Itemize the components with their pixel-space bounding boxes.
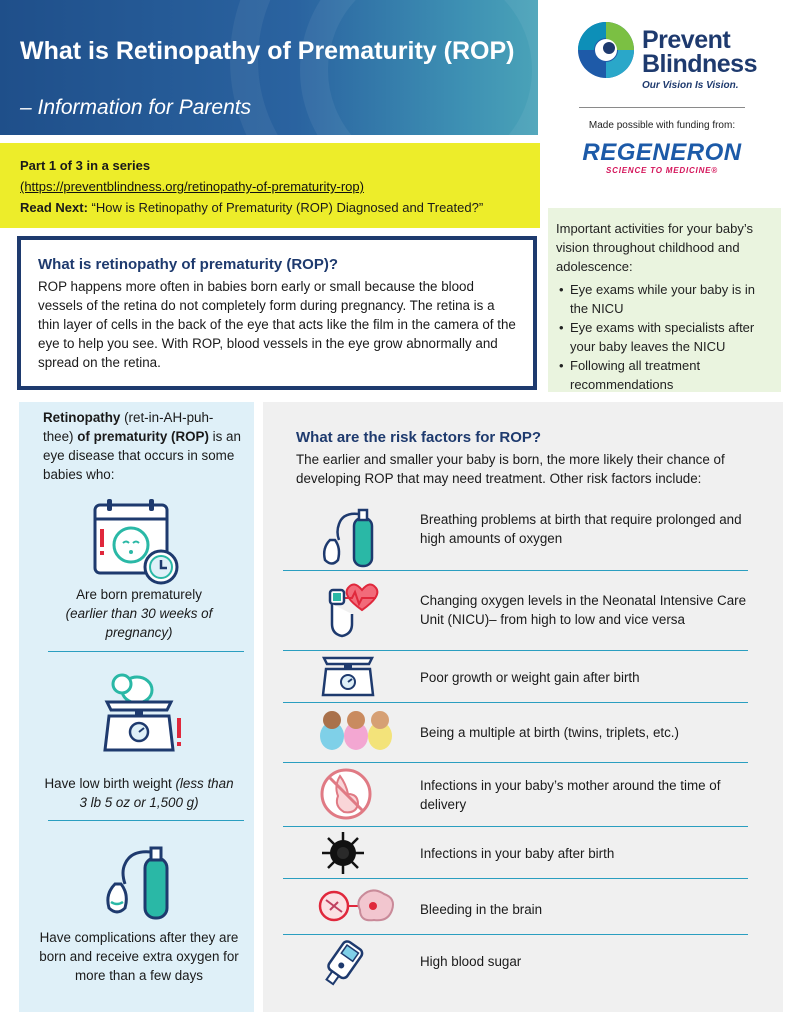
what-is-body: ROP happens more often in babies born early or small because the blood vessels of the retina do not completely form during pregnancy. The retina is a thin layer of cells in the back of the eye that acts like the film in the camera of the eye to help you see. With ROP, blood vessels in the eye grow abnormally and spread on the retina. — [38, 279, 516, 370]
virus-icon — [318, 830, 368, 876]
sponsor-logo: REGENERON — [582, 139, 742, 166]
intro-term: Retinopathy — [43, 410, 121, 425]
series-part: Part 1 of 3 in a series — [20, 158, 151, 173]
divider — [283, 762, 748, 763]
left-item-note: (earlier than 30 weeks of pregnancy) — [65, 606, 213, 640]
risk-text: Breathing problems at birth that require prolonged and high amounts of oxygen — [420, 512, 742, 546]
risk-text: High blood sugar — [420, 954, 522, 969]
pregnancy-no-icon — [318, 766, 374, 822]
divider — [579, 107, 745, 108]
left-item-text: Are born prematurely — [76, 587, 202, 602]
left-item-text: Have complications after they are born and receive extra oxygen for more than a few days — [39, 930, 239, 983]
risk-text: Being a multiple at birth (twins, triplets, etc.) — [420, 725, 679, 740]
logo-name-line2: Blindness — [642, 50, 757, 78]
left-item-oxygen — [39, 928, 239, 985]
what-is-heading: What is retinopathy of prematurity (ROP)? — [38, 256, 339, 273]
right-column — [263, 402, 783, 1012]
divider — [283, 570, 748, 571]
list-item: • Eye exams while your baby is in the NICU — [556, 280, 773, 318]
left-item-text: Have low birth weight — [44, 776, 176, 791]
activities-intro: Important activities for your baby’s vision throughout childhood and adolescence: — [556, 221, 754, 274]
page-title: What is Retinopathy of Prematurity (ROP) — [20, 37, 515, 65]
risk-text: Poor growth or weight gain after birth — [420, 670, 640, 685]
oxygen-mask-icon — [101, 844, 181, 926]
pulse-oximeter-icon — [318, 580, 384, 642]
activities-list — [556, 280, 773, 394]
what-is-rop-box — [17, 236, 537, 390]
sponsor-tagline: SCIENCE TO MEDICINE® — [606, 166, 718, 175]
risk-lead: The earlier and smaller your baby is born, the more likely their chance of developing ROP that may need treatment. Other risk factors include: — [296, 452, 725, 486]
divider — [283, 650, 748, 651]
read-next-label: Read Next: — [20, 200, 88, 215]
logo-name-line1: Prevent — [642, 26, 731, 54]
page-subtitle: – Information for Parents — [20, 96, 252, 119]
left-item-low-weight — [39, 774, 239, 812]
header-banner — [0, 0, 538, 135]
divider — [283, 826, 748, 827]
funding-note: Made possible with funding from: — [588, 120, 736, 131]
risk-heading: What are the risk factors for ROP? — [296, 429, 542, 446]
divider — [48, 820, 244, 821]
list-item: • Eye exams with specialists after your baby leaves the NICU — [556, 318, 773, 356]
brain-bleed-icon — [318, 886, 398, 928]
risk-text: Changing oxygen levels in the Neonatal Intensive Care Unit (NICU)– from high to low and vice versa — [420, 593, 747, 627]
left-intro — [43, 408, 243, 484]
left-item-premature — [39, 585, 239, 642]
divider — [283, 934, 748, 935]
decor-ring — [300, 0, 538, 135]
logo-tagline: Our Vision Is Vision. — [642, 80, 739, 91]
series-link[interactable]: (https://preventblindness.org/retinopathy-of-prematurity-rop) — [20, 179, 364, 194]
left-column — [19, 402, 254, 1012]
glucose-meter-icon — [318, 938, 368, 988]
divider — [283, 702, 748, 703]
oxygen-tank-icon — [318, 508, 382, 570]
series-bar — [0, 143, 540, 228]
activities-box — [548, 208, 781, 392]
read-next-title: “How is Retinopathy of Prematurity (ROP) Diagnosed and Treated?” — [91, 200, 484, 215]
risk-text: Infections in your baby after birth — [420, 846, 615, 861]
risk-text: Infections in your baby’s mother around the time of delivery — [420, 778, 721, 812]
risk-text: Bleeding in the brain — [420, 902, 543, 917]
divider — [283, 878, 748, 879]
intro-rest: is an eye disease that occurs in some babies who: — [43, 429, 241, 482]
intro-pronunciation: (ret-in-AH-puh-thee) — [43, 410, 214, 444]
divider — [48, 651, 244, 652]
intro-term2: of prematurity (ROP) — [77, 429, 209, 444]
logo-wordmark — [642, 28, 757, 76]
calendar-baby-icon — [91, 497, 187, 589]
scale-icon — [318, 654, 378, 698]
baby-scale-icon — [99, 668, 189, 758]
left-item-note: (less than 3 lb 5 oz or 1,500 g) — [79, 776, 234, 810]
triplets-icon — [318, 708, 394, 752]
list-item: • Following all treatment recommendations — [556, 356, 773, 394]
